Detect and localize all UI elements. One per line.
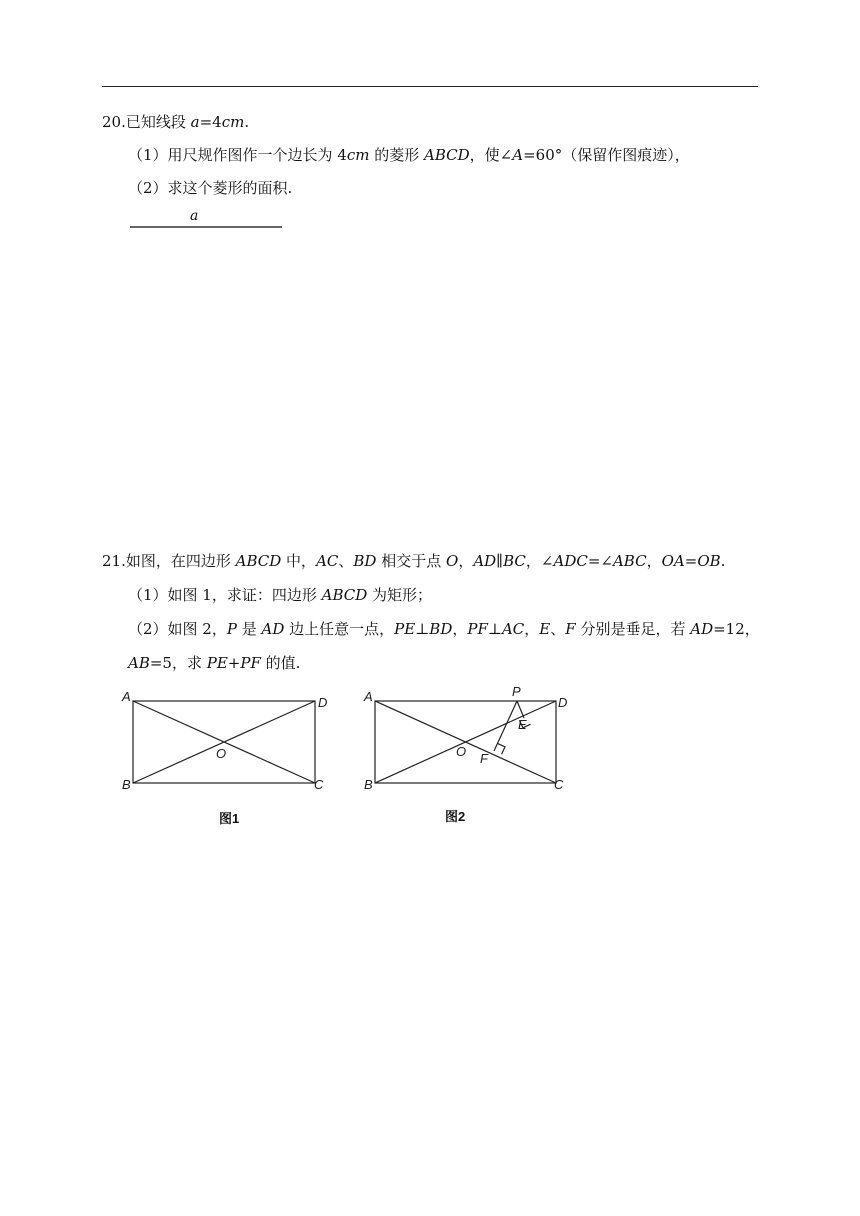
fig2-segment-pf bbox=[494, 701, 517, 751]
fig2-label-c: C bbox=[554, 777, 564, 792]
fig2-segment-pe bbox=[517, 701, 524, 718]
fig1-label-b: B bbox=[122, 777, 131, 792]
fig2-label-b: B bbox=[364, 777, 373, 792]
fig1-label-d: D bbox=[318, 695, 328, 710]
fig2-label-o: O bbox=[456, 744, 467, 759]
header-rule bbox=[102, 86, 758, 87]
fig2-label-e: E bbox=[518, 717, 527, 732]
fig1-label-a: A bbox=[122, 689, 131, 704]
fig1-caption: 图1 bbox=[219, 811, 240, 826]
fig1-label-c: C bbox=[314, 777, 324, 792]
q20-stem: 20.已知线段 a=4cm. bbox=[102, 113, 250, 131]
q21-stem: 21.如图，在四边形 ABCD 中，AC、BD 相交于点 O，AD∥BC，∠ADC=∠ABC，OA=OB. bbox=[102, 552, 726, 570]
q20-part1: （1）用尺规作图作一个边长为 4cm 的菱形 ABCD，使∠A=60°（保留作图痕迹）， bbox=[128, 146, 690, 164]
segment-a-label: a bbox=[190, 208, 199, 224]
q21-part3: AB=5，求 PE+PF 的值. bbox=[128, 654, 301, 672]
fig1-label-o: O bbox=[216, 746, 227, 761]
segment-a bbox=[130, 226, 282, 228]
fig2-label-f: F bbox=[480, 751, 488, 766]
fig2-label-p: P bbox=[512, 684, 521, 699]
fig2-caption: 图2 bbox=[445, 809, 466, 824]
fig2-right-angle-f bbox=[498, 743, 506, 754]
q21-part1: （1）如图 1，求证：四边形 ABCD 为矩形； bbox=[128, 586, 433, 604]
q21-part2: （2）如图 2，P 是 AD 边上任意一点，PE⊥BD，PF⊥AC，E、F 分别是垂足，若 AD=12， bbox=[128, 620, 760, 638]
fig2-label-a: A bbox=[364, 689, 373, 704]
figure-1 bbox=[118, 686, 338, 796]
figure-2 bbox=[360, 684, 580, 796]
fig2-label-d: D bbox=[558, 695, 568, 710]
q20-part2: （2）求这个菱形的面积. bbox=[128, 179, 293, 197]
